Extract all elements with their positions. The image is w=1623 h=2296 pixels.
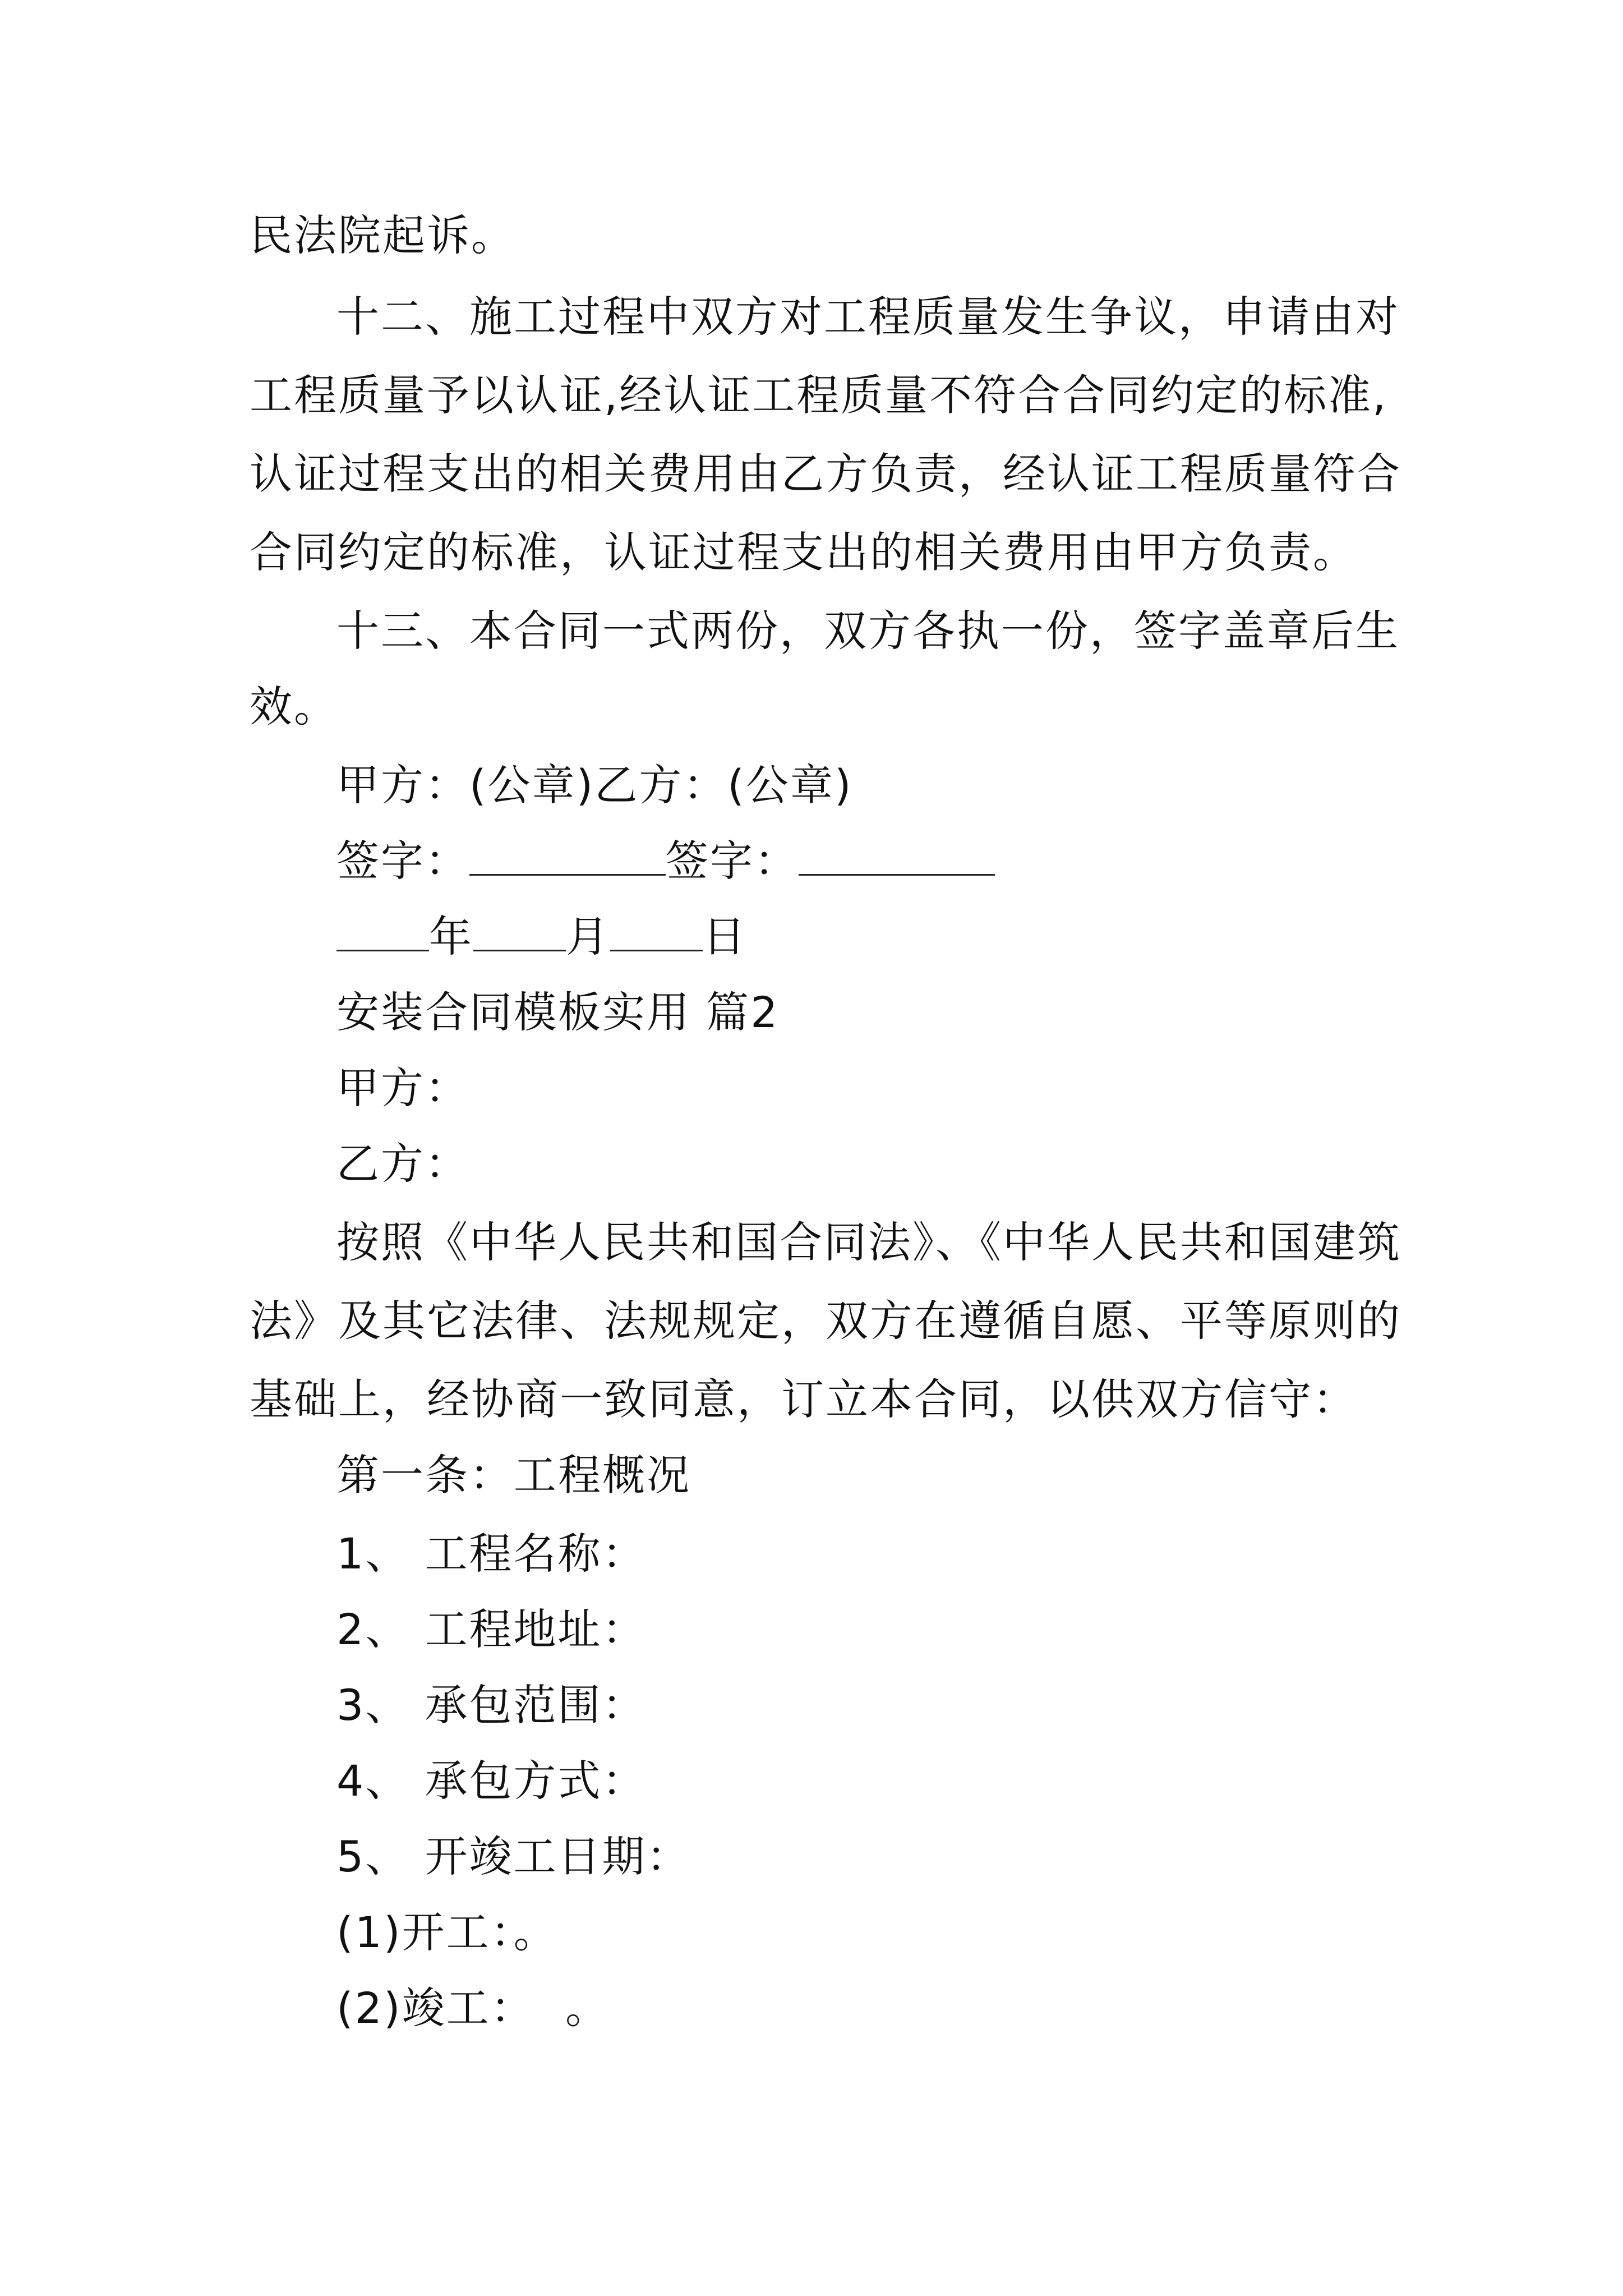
- text-line: 效。: [250, 682, 338, 731]
- signature-line: [336, 833, 995, 889]
- date-line: [336, 909, 747, 965]
- text-line: 甲方：: [336, 1063, 469, 1113]
- signature-label-b: 签字：: [666, 836, 799, 886]
- list-item: 5、 开竣工日期：: [336, 1832, 691, 1881]
- text-line: 民法院起诉。: [250, 210, 515, 260]
- list-item: 4、 承包方式：: [336, 1756, 647, 1806]
- year-label: 年: [429, 912, 473, 961]
- list-item: 1、 工程名称：: [336, 1529, 647, 1579]
- party-seal-line: 甲方：(公章)乙方：(公章): [336, 760, 853, 810]
- text-line: 乙方：: [336, 1139, 469, 1189]
- list-item: (1)开工：。: [336, 1907, 558, 1957]
- text-line: 合同约定的标准，认证过程支出的相关费用由甲方负责。: [250, 527, 1357, 577]
- day-blank: [610, 910, 703, 951]
- list-item: (2)竣工： 。: [336, 1983, 610, 2033]
- text-line: 工程质量予以认证,经认证工程质量不符合合同约定的标准,: [250, 370, 1388, 420]
- list-item: 2、 工程地址：: [336, 1604, 647, 1654]
- text-line: 十二、施工过程中双方对工程质量发生争议，申请由对: [336, 292, 1400, 342]
- section-heading: 安装合同模板实用 篇2: [336, 987, 780, 1037]
- month-blank: [473, 910, 566, 951]
- signature-blank-a: [469, 835, 666, 876]
- year-blank: [336, 910, 429, 951]
- day-label: 日: [703, 912, 747, 961]
- month-label: 月: [566, 912, 610, 961]
- text-line: 基础上，经协商一致同意，订立本合同，以供双方信守：: [250, 1374, 1357, 1424]
- signature-blank-b: [799, 835, 995, 876]
- text-line: 按照《中华人民共和国合同法》、《中华人民共和国建筑: [336, 1217, 1401, 1267]
- text-line: 法》及其它法律、法规规定，双方在遵循自愿、平等原则的: [250, 1296, 1401, 1346]
- list-item: 3、 承包范围：: [336, 1680, 647, 1730]
- text-line: 十三、本合同一式两份，双方各执一份，签字盖章后生: [336, 606, 1400, 656]
- signature-label-a: 签字：: [336, 836, 469, 886]
- article-heading: 第一条：工程概况: [336, 1450, 691, 1500]
- text-line: 认证过程支出的相关费用由乙方负责，经认证工程质量符合: [250, 449, 1401, 499]
